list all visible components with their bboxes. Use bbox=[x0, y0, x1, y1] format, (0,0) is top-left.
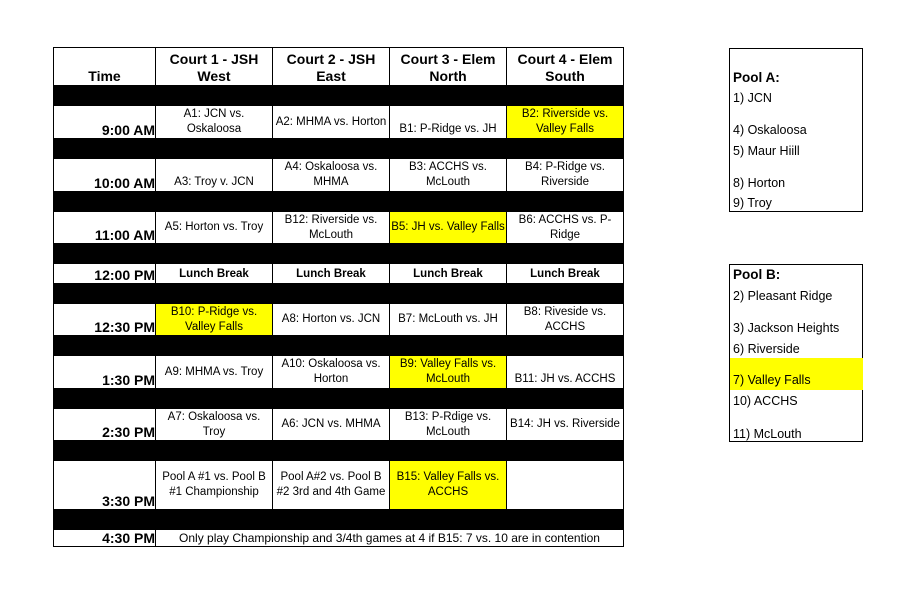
game-cell: A6: JCN vs. MHMA bbox=[273, 409, 390, 441]
court-3-header: Court 3 - Elem North bbox=[390, 48, 507, 86]
slot-row bbox=[54, 106, 624, 139]
pool-b-team: 6) Riverside bbox=[733, 342, 800, 356]
schedule-table bbox=[53, 47, 624, 547]
slot-row bbox=[54, 356, 624, 389]
game-cell: B13: P-Rdige vs. McLouth bbox=[390, 409, 507, 441]
slot-row bbox=[54, 159, 624, 192]
game-cell-highlighted: B9: Valley Falls vs. McLouth bbox=[390, 356, 507, 389]
game-cell: A3: Troy v. JCN bbox=[156, 159, 273, 192]
game-cell: B6: ACCHS vs. P-Ridge bbox=[507, 212, 624, 244]
game-cell: B4: P-Ridge vs. Riverside bbox=[507, 159, 624, 192]
slot-row bbox=[54, 212, 624, 244]
game-cell: B11: JH vs. ACCHS bbox=[507, 356, 624, 389]
game-cell: A7: Oskaloosa vs. Troy bbox=[156, 409, 273, 441]
game-cell: A2: MHMA vs. Horton bbox=[273, 106, 390, 139]
pool-b-team: 3) Jackson Heights bbox=[733, 321, 840, 335]
pool-b-team: 2) Pleasant Ridge bbox=[733, 289, 833, 303]
contention-note: Only play Championship and 3/4th games at 4 if B15: 7 vs. 10 are in contention bbox=[156, 530, 624, 547]
slot-row bbox=[54, 304, 624, 336]
time-cell: 12:00 PM bbox=[54, 264, 156, 284]
time-cell: 4:30 PM bbox=[54, 530, 156, 547]
separator-row bbox=[54, 284, 624, 304]
time-cell: 11:00 AM bbox=[54, 212, 156, 244]
pool-a-team: 5) Maur Hiill bbox=[733, 144, 800, 158]
separator-row bbox=[54, 192, 624, 212]
pool-a-team: 8) Horton bbox=[733, 176, 786, 190]
lunch-row bbox=[54, 264, 624, 284]
pool-b-box bbox=[729, 264, 863, 442]
header-row bbox=[54, 48, 624, 86]
time-cell: 12:30 PM bbox=[54, 304, 156, 336]
slot-row bbox=[54, 461, 624, 510]
lunch-cell: Lunch Break bbox=[390, 264, 507, 284]
separator-row bbox=[54, 389, 624, 409]
note-row bbox=[54, 530, 624, 547]
court-1-header: Court 1 - JSH West bbox=[156, 48, 273, 86]
time-header: Time bbox=[54, 48, 156, 86]
separator-row bbox=[54, 244, 624, 264]
time-cell: 10:00 AM bbox=[54, 159, 156, 192]
game-cell-highlighted: B5: JH vs. Valley Falls bbox=[390, 212, 507, 244]
game-cell: B3: ACCHS vs. McLouth bbox=[390, 159, 507, 192]
court-2-header: Court 2 - JSH East bbox=[273, 48, 390, 86]
game-cell: B8: Riveside vs. ACCHS bbox=[507, 304, 624, 336]
game-cell: Pool A #1 vs. Pool B #1 Championship bbox=[156, 461, 273, 510]
game-cell-highlighted: B2: Riverside vs. Valley Falls bbox=[507, 106, 624, 139]
pool-a-team: 4) Oskaloosa bbox=[733, 123, 807, 137]
game-cell: B14: JH vs. Riverside bbox=[507, 409, 624, 441]
game-cell-highlighted: B15: Valley Falls vs. ACCHS bbox=[390, 461, 507, 510]
slot-row bbox=[54, 409, 624, 441]
time-cell: 3:30 PM bbox=[54, 461, 156, 510]
game-cell: A5: Horton vs. Troy bbox=[156, 212, 273, 244]
game-cell: B12: Riverside vs. McLouth bbox=[273, 212, 390, 244]
game-cell: A9: MHMA vs. Troy bbox=[156, 356, 273, 389]
separator-row bbox=[54, 139, 624, 159]
pool-b-title: Pool B: bbox=[733, 267, 781, 282]
separator-row bbox=[54, 336, 624, 356]
pool-a-team: 1) JCN bbox=[733, 91, 772, 105]
time-cell: 9:00 AM bbox=[54, 106, 156, 139]
game-cell: A10: Oskaloosa vs. Horton bbox=[273, 356, 390, 389]
pool-b-team: 10) ACCHS bbox=[733, 394, 798, 408]
game-cell: A4: Oskaloosa vs. MHMA bbox=[273, 159, 390, 192]
pool-a-box bbox=[729, 48, 863, 212]
lunch-cell: Lunch Break bbox=[273, 264, 390, 284]
game-cell: Pool A#2 vs. Pool B #2 3rd and 4th Game bbox=[273, 461, 390, 510]
game-cell: B7: McLouth vs. JH bbox=[390, 304, 507, 336]
time-cell: 1:30 PM bbox=[54, 356, 156, 389]
separator-row bbox=[54, 86, 624, 106]
game-cell: A8: Horton vs. JCN bbox=[273, 304, 390, 336]
court-4-header: Court 4 - Elem South bbox=[507, 48, 624, 86]
lunch-cell: Lunch Break bbox=[507, 264, 624, 284]
separator-row bbox=[54, 510, 624, 530]
separator-row bbox=[54, 441, 624, 461]
game-cell-highlighted: B10: P-Ridge vs. Valley Falls bbox=[156, 304, 273, 336]
pool-b-team: 11) McLouth bbox=[733, 427, 802, 441]
pool-a-team: 9) Troy bbox=[733, 196, 772, 210]
lunch-cell: Lunch Break bbox=[156, 264, 273, 284]
game-cell bbox=[507, 461, 624, 510]
pool-b-team-highlighted: 7) Valley Falls bbox=[730, 358, 863, 390]
time-cell: 2:30 PM bbox=[54, 409, 156, 441]
pool-a-title: Pool A: bbox=[733, 70, 780, 85]
game-cell: B1: P-Ridge vs. JH bbox=[390, 106, 507, 139]
game-cell: A1: JCN vs. Oskaloosa bbox=[156, 106, 273, 139]
